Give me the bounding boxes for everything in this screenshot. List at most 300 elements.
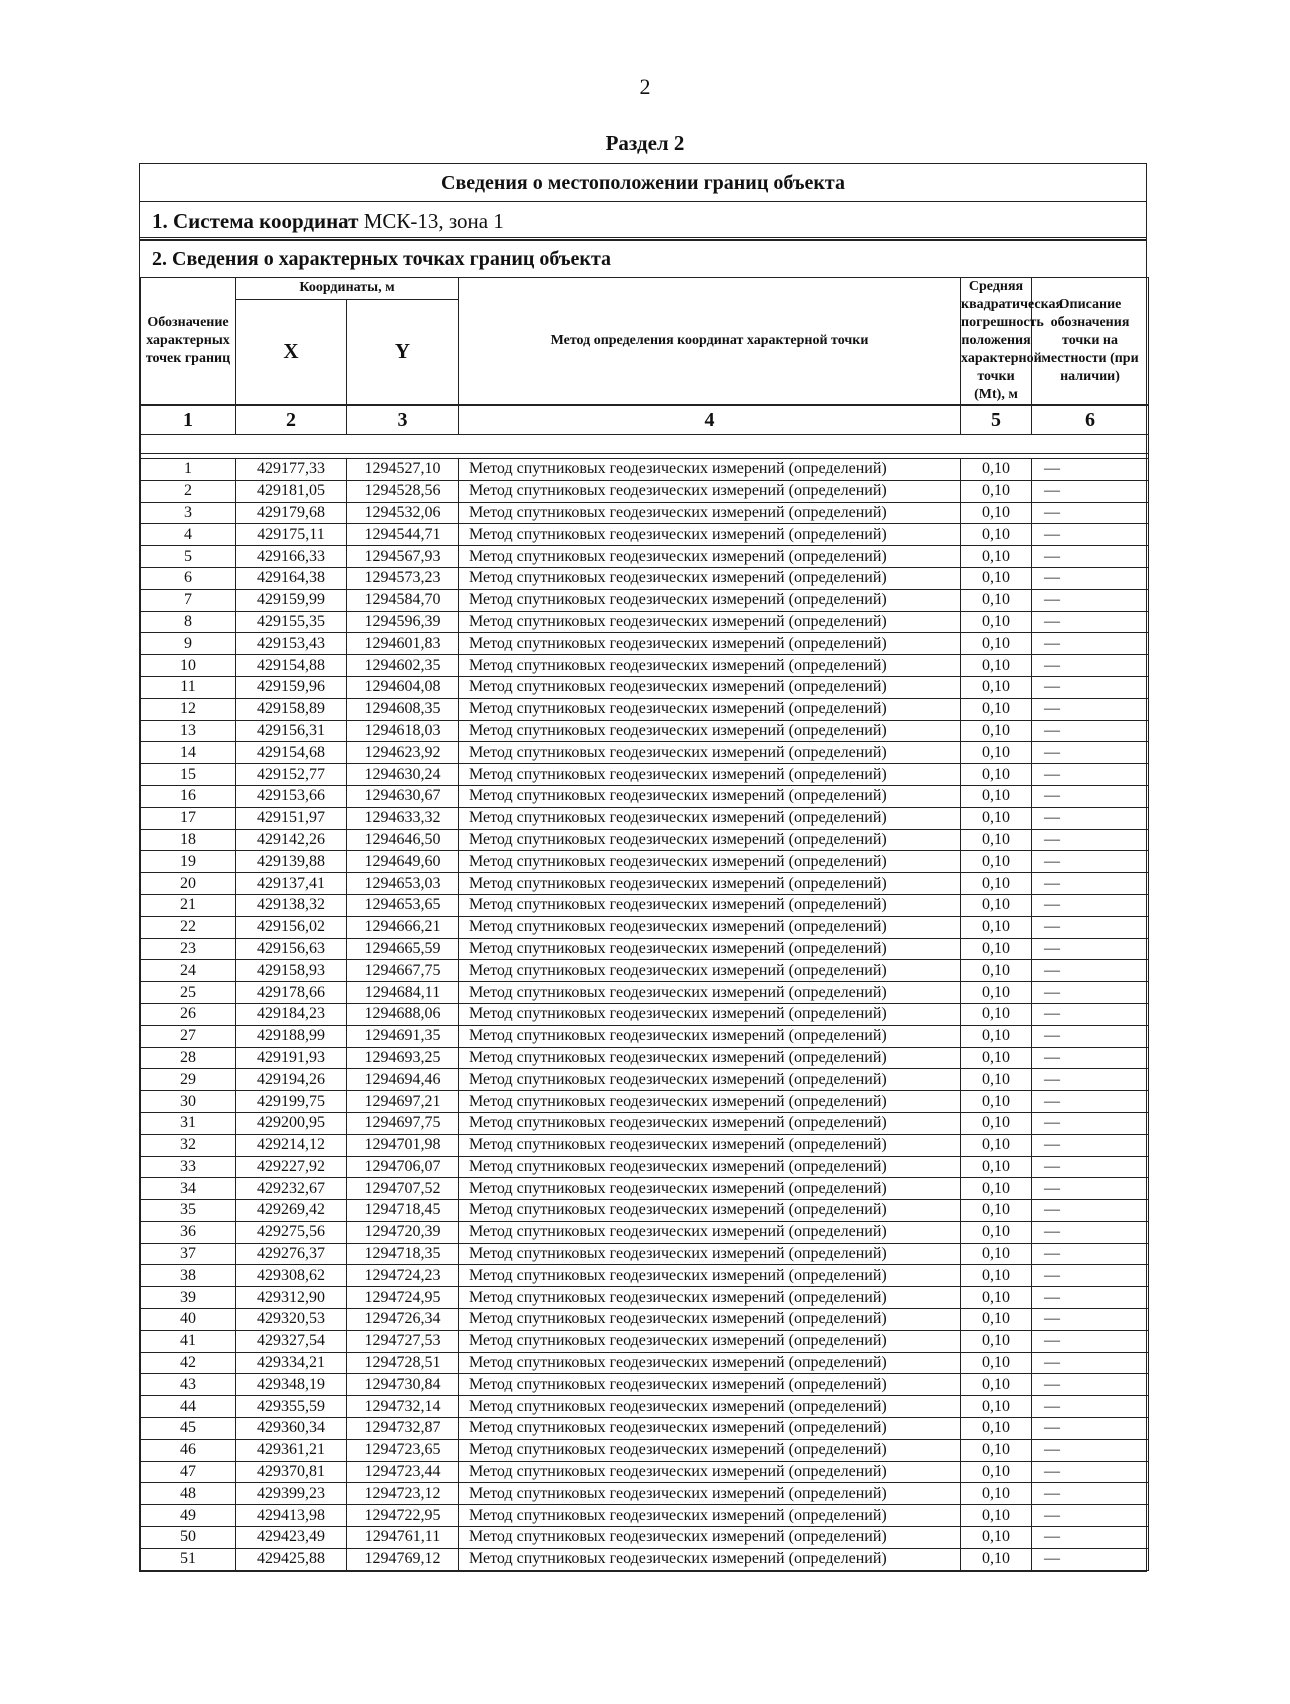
point-number-cell: 46	[141, 1439, 236, 1461]
table-row	[141, 894, 1149, 916]
table-row	[141, 785, 1149, 807]
y-coordinate-cell: 1294688,06	[347, 1003, 459, 1025]
method-cell: Метод спутниковых геодезических измерений (определений)	[459, 502, 961, 524]
error-cell: 0,10	[961, 873, 1032, 895]
column-number: 3	[347, 405, 459, 435]
column-number: 6	[1032, 405, 1149, 435]
description-cell: —	[1032, 1025, 1149, 1047]
x-coordinate-cell: 429158,93	[236, 960, 347, 982]
error-cell: 0,10	[961, 1548, 1032, 1570]
y-coordinate-cell: 1294718,35	[347, 1243, 459, 1265]
header-coordinates-group: Координаты, м	[236, 278, 459, 300]
table-row	[141, 1112, 1149, 1134]
description-cell: —	[1032, 1156, 1149, 1178]
error-cell: 0,10	[961, 1352, 1032, 1374]
table-row	[141, 982, 1149, 1004]
coordinate-system-row	[140, 202, 1146, 240]
table-row	[141, 1091, 1149, 1113]
point-number-cell: 39	[141, 1287, 236, 1309]
x-coordinate-cell: 429158,89	[236, 698, 347, 720]
error-cell: 0,10	[961, 1178, 1032, 1200]
point-number-cell: 25	[141, 982, 236, 1004]
description-cell: —	[1032, 1418, 1149, 1440]
method-cell: Метод спутниковых геодезических измерений (определений)	[459, 1330, 961, 1352]
x-coordinate-cell: 429153,66	[236, 785, 347, 807]
error-cell: 0,10	[961, 938, 1032, 960]
method-cell: Метод спутниковых геодезических измерений (определений)	[459, 633, 961, 655]
method-cell: Метод спутниковых геодезических измерений (определений)	[459, 698, 961, 720]
y-coordinate-cell: 1294723,44	[347, 1461, 459, 1483]
y-coordinate-cell: 1294723,65	[347, 1439, 459, 1461]
y-coordinate-cell: 1294646,50	[347, 829, 459, 851]
point-number-cell: 30	[141, 1091, 236, 1113]
y-coordinate-cell: 1294602,35	[347, 655, 459, 677]
method-cell: Метод спутниковых геодезических измерений (определений)	[459, 1505, 961, 1527]
table-row	[141, 1265, 1149, 1287]
description-cell: —	[1032, 982, 1149, 1004]
point-number-cell: 22	[141, 916, 236, 938]
error-cell: 0,10	[961, 655, 1032, 677]
description-cell: —	[1032, 960, 1149, 982]
description-cell: —	[1032, 1330, 1149, 1352]
table-row	[141, 960, 1149, 982]
method-cell: Метод спутниковых геодезических измерений (определений)	[459, 785, 961, 807]
y-coordinate-cell: 1294707,52	[347, 1178, 459, 1200]
method-cell: Метод спутниковых геодезических измерений (определений)	[459, 589, 961, 611]
table-row	[141, 1243, 1149, 1265]
table-row	[141, 1548, 1149, 1570]
x-coordinate-cell: 429178,66	[236, 982, 347, 1004]
point-number-cell: 2	[141, 480, 236, 502]
table-row	[141, 1287, 1149, 1309]
point-number-cell: 10	[141, 655, 236, 677]
table-row	[141, 742, 1149, 764]
y-coordinate-cell: 1294706,07	[347, 1156, 459, 1178]
point-number-cell: 33	[141, 1156, 236, 1178]
error-cell: 0,10	[961, 1330, 1032, 1352]
point-number-cell: 5	[141, 546, 236, 568]
x-coordinate-cell: 429370,81	[236, 1461, 347, 1483]
description-cell: —	[1032, 742, 1149, 764]
table-row	[141, 1069, 1149, 1091]
x-coordinate-cell: 429177,33	[236, 459, 347, 481]
method-cell: Метод спутниковых геодезических измерений (определений)	[459, 1200, 961, 1222]
method-cell: Метод спутниковых геодезических измерений (определений)	[459, 546, 961, 568]
y-coordinate-cell: 1294608,35	[347, 698, 459, 720]
description-cell: —	[1032, 1047, 1149, 1069]
error-cell: 0,10	[961, 894, 1032, 916]
y-coordinate-cell: 1294532,06	[347, 502, 459, 524]
description-cell: —	[1032, 546, 1149, 568]
y-coordinate-cell: 1294623,92	[347, 742, 459, 764]
table-row	[141, 1047, 1149, 1069]
description-cell: —	[1032, 1200, 1149, 1222]
table-row	[141, 676, 1149, 698]
x-coordinate-cell: 429413,98	[236, 1505, 347, 1527]
error-cell: 0,10	[961, 1396, 1032, 1418]
table-row	[141, 1221, 1149, 1243]
table-row	[141, 720, 1149, 742]
x-coordinate-cell: 429138,32	[236, 894, 347, 916]
y-coordinate-cell: 1294691,35	[347, 1025, 459, 1047]
spacer-cell	[141, 435, 1149, 454]
method-cell: Метод спутниковых геодезических измерений (определений)	[459, 1461, 961, 1483]
table-row	[141, 1309, 1149, 1331]
y-coordinate-cell: 1294630,24	[347, 764, 459, 786]
table-row	[141, 1178, 1149, 1200]
description-cell: —	[1032, 916, 1149, 938]
method-cell: Метод спутниковых геодезических измерений (определений)	[459, 1352, 961, 1374]
x-coordinate-cell: 429334,21	[236, 1352, 347, 1374]
point-number-cell: 42	[141, 1352, 236, 1374]
method-cell: Метод спутниковых геодезических измерений (определений)	[459, 960, 961, 982]
y-coordinate-cell: 1294722,95	[347, 1505, 459, 1527]
header-description: Описание обозначения точки на местности (при наличии)	[1032, 278, 1149, 406]
y-coordinate-cell: 1294726,34	[347, 1309, 459, 1331]
point-number-cell: 28	[141, 1047, 236, 1069]
table-row	[141, 655, 1149, 677]
x-coordinate-cell: 429327,54	[236, 1330, 347, 1352]
point-number-cell: 43	[141, 1374, 236, 1396]
point-number-cell: 40	[141, 1309, 236, 1331]
error-cell: 0,10	[961, 698, 1032, 720]
table-row	[141, 1025, 1149, 1047]
description-cell: —	[1032, 1221, 1149, 1243]
description-cell: —	[1032, 1309, 1149, 1331]
method-cell: Метод спутниковых геодезических измерений (определений)	[459, 764, 961, 786]
x-coordinate-cell: 429276,37	[236, 1243, 347, 1265]
error-cell: 0,10	[961, 1483, 1032, 1505]
method-cell: Метод спутниковых геодезических измерений (определений)	[459, 894, 961, 916]
x-coordinate-cell: 429312,90	[236, 1287, 347, 1309]
description-cell: —	[1032, 1178, 1149, 1200]
table-row	[141, 567, 1149, 589]
point-number-cell: 47	[141, 1461, 236, 1483]
error-cell: 0,10	[961, 829, 1032, 851]
spacer-row	[141, 435, 1149, 454]
table-row	[141, 829, 1149, 851]
coordinate-system-value: МСК-13, зона 1	[363, 209, 504, 233]
method-cell: Метод спутниковых геодезических измерений (определений)	[459, 1309, 961, 1331]
y-coordinate-cell: 1294732,87	[347, 1418, 459, 1440]
point-number-cell: 20	[141, 873, 236, 895]
error-cell: 0,10	[961, 851, 1032, 873]
method-cell: Метод спутниковых геодезических измерений (определений)	[459, 742, 961, 764]
error-cell: 0,10	[961, 1047, 1032, 1069]
x-coordinate-cell: 429194,26	[236, 1069, 347, 1091]
table-row	[141, 1374, 1149, 1396]
description-cell: —	[1032, 851, 1149, 873]
description-cell: —	[1032, 1527, 1149, 1549]
table-row	[141, 459, 1149, 481]
y-coordinate-cell: 1294653,65	[347, 894, 459, 916]
error-cell: 0,10	[961, 785, 1032, 807]
table-row	[141, 589, 1149, 611]
y-coordinate-cell: 1294633,32	[347, 807, 459, 829]
boundary-info-frame	[139, 163, 1147, 1572]
table-row	[141, 1352, 1149, 1374]
description-cell: —	[1032, 1374, 1149, 1396]
description-cell: —	[1032, 1483, 1149, 1505]
point-number-cell: 41	[141, 1330, 236, 1352]
method-cell: Метод спутниковых геодезических измерений (определений)	[459, 1265, 961, 1287]
point-number-cell: 36	[141, 1221, 236, 1243]
point-number-cell: 11	[141, 676, 236, 698]
description-cell: —	[1032, 1069, 1149, 1091]
x-coordinate-cell: 429232,67	[236, 1178, 347, 1200]
description-cell: —	[1032, 1003, 1149, 1025]
y-coordinate-cell: 1294601,83	[347, 633, 459, 655]
x-coordinate-cell: 429425,88	[236, 1548, 347, 1570]
x-coordinate-cell: 429191,93	[236, 1047, 347, 1069]
error-cell: 0,10	[961, 611, 1032, 633]
y-coordinate-cell: 1294761,11	[347, 1527, 459, 1549]
x-coordinate-cell: 429320,53	[236, 1309, 347, 1331]
y-coordinate-cell: 1294701,98	[347, 1134, 459, 1156]
point-number-cell: 12	[141, 698, 236, 720]
header-designation: Обозначение характерных точек границ	[141, 278, 236, 406]
description-cell: —	[1032, 1112, 1149, 1134]
description-cell: —	[1032, 1461, 1149, 1483]
description-cell: —	[1032, 502, 1149, 524]
method-cell: Метод спутниковых геодезических измерений (определений)	[459, 1418, 961, 1440]
error-cell: 0,10	[961, 1287, 1032, 1309]
x-coordinate-cell: 429152,77	[236, 764, 347, 786]
error-cell: 0,10	[961, 982, 1032, 1004]
x-coordinate-cell: 429137,41	[236, 873, 347, 895]
error-cell: 0,10	[961, 1418, 1032, 1440]
error-cell: 0,10	[961, 1527, 1032, 1549]
description-cell: —	[1032, 1134, 1149, 1156]
method-cell: Метод спутниковых геодезических измерений (определений)	[459, 1396, 961, 1418]
point-number-cell: 17	[141, 807, 236, 829]
method-cell: Метод спутниковых геодезических измерений (определений)	[459, 1287, 961, 1309]
boundary-location-heading: Сведения о местоположении границ объекта	[140, 164, 1146, 202]
error-cell: 0,10	[961, 720, 1032, 742]
error-cell: 0,10	[961, 916, 1032, 938]
error-cell: 0,10	[961, 546, 1032, 568]
error-cell: 0,10	[961, 1112, 1032, 1134]
point-number-cell: 26	[141, 1003, 236, 1025]
column-number: 4	[459, 405, 961, 435]
description-cell: —	[1032, 698, 1149, 720]
point-number-cell: 51	[141, 1548, 236, 1570]
error-cell: 0,10	[961, 1374, 1032, 1396]
method-cell: Метод спутниковых геодезических измерений (определений)	[459, 873, 961, 895]
y-coordinate-cell: 1294728,51	[347, 1352, 459, 1374]
point-number-cell: 35	[141, 1200, 236, 1222]
description-cell: —	[1032, 589, 1149, 611]
y-coordinate-cell: 1294604,08	[347, 676, 459, 698]
y-coordinate-cell: 1294666,21	[347, 916, 459, 938]
y-coordinate-cell: 1294596,39	[347, 611, 459, 633]
point-number-cell: 3	[141, 502, 236, 524]
point-number-cell: 18	[141, 829, 236, 851]
point-number-cell: 21	[141, 894, 236, 916]
x-coordinate-cell: 429214,12	[236, 1134, 347, 1156]
error-cell: 0,10	[961, 459, 1032, 481]
error-cell: 0,10	[961, 524, 1032, 546]
method-cell: Метод спутниковых геодезических измерений (определений)	[459, 1069, 961, 1091]
point-number-cell: 44	[141, 1396, 236, 1418]
x-coordinate-cell: 429275,56	[236, 1221, 347, 1243]
error-cell: 0,10	[961, 1439, 1032, 1461]
method-cell: Метод спутниковых геодезических измерений (определений)	[459, 1091, 961, 1113]
y-coordinate-cell: 1294769,12	[347, 1548, 459, 1570]
table-row	[141, 1505, 1149, 1527]
x-coordinate-cell: 429308,62	[236, 1265, 347, 1287]
error-cell: 0,10	[961, 567, 1032, 589]
method-cell: Метод спутниковых геодезических измерений (определений)	[459, 720, 961, 742]
y-coordinate-cell: 1294727,53	[347, 1330, 459, 1352]
error-cell: 0,10	[961, 1309, 1032, 1331]
method-cell: Метод спутниковых геодезических измерений (определений)	[459, 1439, 961, 1461]
error-cell: 0,10	[961, 1461, 1032, 1483]
description-cell: —	[1032, 1091, 1149, 1113]
method-cell: Метод спутниковых геодезических измерений (определений)	[459, 1483, 961, 1505]
y-coordinate-cell: 1294694,46	[347, 1069, 459, 1091]
point-number-cell: 15	[141, 764, 236, 786]
y-coordinate-cell: 1294649,60	[347, 851, 459, 873]
x-coordinate-cell: 429166,33	[236, 546, 347, 568]
x-coordinate-cell: 429269,42	[236, 1200, 347, 1222]
x-coordinate-cell: 429156,63	[236, 938, 347, 960]
point-number-cell: 50	[141, 1527, 236, 1549]
x-coordinate-cell: 429175,11	[236, 524, 347, 546]
method-cell: Метод спутниковых геодезических измерений (определений)	[459, 1025, 961, 1047]
table-row	[141, 1439, 1149, 1461]
x-coordinate-cell: 429399,23	[236, 1483, 347, 1505]
y-coordinate-cell: 1294567,93	[347, 546, 459, 568]
method-cell: Метод спутниковых геодезических измерений (определений)	[459, 1221, 961, 1243]
description-cell: —	[1032, 938, 1149, 960]
method-cell: Метод спутниковых геодезических измерений (определений)	[459, 1003, 961, 1025]
point-number-cell: 8	[141, 611, 236, 633]
method-cell: Метод спутниковых геодезических измерений (определений)	[459, 916, 961, 938]
method-cell: Метод спутниковых геодезических измерений (определений)	[459, 611, 961, 633]
points-table	[140, 277, 1149, 1571]
table-row	[141, 1200, 1149, 1222]
y-coordinate-cell: 1294528,56	[347, 480, 459, 502]
point-number-cell: 37	[141, 1243, 236, 1265]
y-coordinate-cell: 1294730,84	[347, 1374, 459, 1396]
error-cell: 0,10	[961, 589, 1032, 611]
y-coordinate-cell: 1294718,45	[347, 1200, 459, 1222]
table-row	[141, 938, 1149, 960]
description-cell: —	[1032, 480, 1149, 502]
method-cell: Метод спутниковых геодезических измерений (определений)	[459, 459, 961, 481]
table-row	[141, 807, 1149, 829]
x-coordinate-cell: 429155,35	[236, 611, 347, 633]
point-number-cell: 49	[141, 1505, 236, 1527]
point-number-cell: 29	[141, 1069, 236, 1091]
x-coordinate-cell: 429227,92	[236, 1156, 347, 1178]
y-coordinate-cell: 1294667,75	[347, 960, 459, 982]
method-cell: Метод спутниковых геодезических измерений (определений)	[459, 1178, 961, 1200]
x-coordinate-cell: 429361,21	[236, 1439, 347, 1461]
x-coordinate-cell: 429156,31	[236, 720, 347, 742]
x-coordinate-cell: 429153,43	[236, 633, 347, 655]
error-cell: 0,10	[961, 1134, 1032, 1156]
description-cell: —	[1032, 720, 1149, 742]
error-cell: 0,10	[961, 764, 1032, 786]
error-cell: 0,10	[961, 676, 1032, 698]
method-cell: Метод спутниковых геодезических измерений (определений)	[459, 1134, 961, 1156]
method-cell: Метод спутниковых геодезических измерений (определений)	[459, 938, 961, 960]
x-coordinate-cell: 429164,38	[236, 567, 347, 589]
error-cell: 0,10	[961, 480, 1032, 502]
x-coordinate-cell: 429199,75	[236, 1091, 347, 1113]
point-number-cell: 31	[141, 1112, 236, 1134]
point-number-cell: 19	[141, 851, 236, 873]
method-cell: Метод спутниковых геодезических измерений (определений)	[459, 851, 961, 873]
point-number-cell: 14	[141, 742, 236, 764]
table-row	[141, 633, 1149, 655]
x-coordinate-cell: 429348,19	[236, 1374, 347, 1396]
table-row	[141, 1330, 1149, 1352]
y-coordinate-cell: 1294618,03	[347, 720, 459, 742]
point-number-cell: 1	[141, 459, 236, 481]
y-coordinate-cell: 1294653,03	[347, 873, 459, 895]
header-error: Средняя квадратическая погрешность положения характерной точки (Mt), м	[961, 278, 1032, 406]
point-number-cell: 23	[141, 938, 236, 960]
description-cell: —	[1032, 1352, 1149, 1374]
description-cell: —	[1032, 1396, 1149, 1418]
description-cell: —	[1032, 873, 1149, 895]
page-number: 2	[639, 74, 651, 99]
point-number-cell: 34	[141, 1178, 236, 1200]
column-number: 1	[141, 405, 236, 435]
x-coordinate-cell: 429139,88	[236, 851, 347, 873]
description-cell: —	[1032, 785, 1149, 807]
y-coordinate-cell: 1294720,39	[347, 1221, 459, 1243]
description-cell: —	[1032, 633, 1149, 655]
y-coordinate-cell: 1294693,25	[347, 1047, 459, 1069]
description-cell: —	[1032, 1265, 1149, 1287]
y-coordinate-cell: 1294630,67	[347, 785, 459, 807]
error-cell: 0,10	[961, 1003, 1032, 1025]
method-cell: Метод спутниковых геодезических измерений (определений)	[459, 567, 961, 589]
point-number-cell: 38	[141, 1265, 236, 1287]
error-cell: 0,10	[961, 633, 1032, 655]
error-cell: 0,10	[961, 1025, 1032, 1047]
method-cell: Метод спутниковых геодезических измерений (определений)	[459, 1548, 961, 1570]
description-cell: —	[1032, 829, 1149, 851]
method-cell: Метод спутниковых геодезических измерений (определений)	[459, 1112, 961, 1134]
table-row	[141, 1418, 1149, 1440]
column-number-row	[141, 405, 1149, 435]
method-cell: Метод спутниковых геодезических измерений (определений)	[459, 480, 961, 502]
error-cell: 0,10	[961, 1221, 1032, 1243]
point-number-cell: 27	[141, 1025, 236, 1047]
table-row	[141, 1156, 1149, 1178]
x-coordinate-cell: 429423,49	[236, 1527, 347, 1549]
description-cell: —	[1032, 1243, 1149, 1265]
y-coordinate-cell: 1294684,11	[347, 982, 459, 1004]
y-coordinate-cell: 1294697,75	[347, 1112, 459, 1134]
table-row	[141, 524, 1149, 546]
table-row	[141, 851, 1149, 873]
table-row	[141, 611, 1149, 633]
x-coordinate-cell: 429184,23	[236, 1003, 347, 1025]
table-row	[141, 1396, 1149, 1418]
characteristic-points-heading: 2. Сведения о характерных точках границ объекта	[140, 240, 1146, 277]
description-cell: —	[1032, 807, 1149, 829]
description-cell: —	[1032, 655, 1149, 677]
y-coordinate-cell: 1294732,14	[347, 1396, 459, 1418]
x-coordinate-cell: 429181,05	[236, 480, 347, 502]
header-y: Y	[347, 299, 459, 405]
